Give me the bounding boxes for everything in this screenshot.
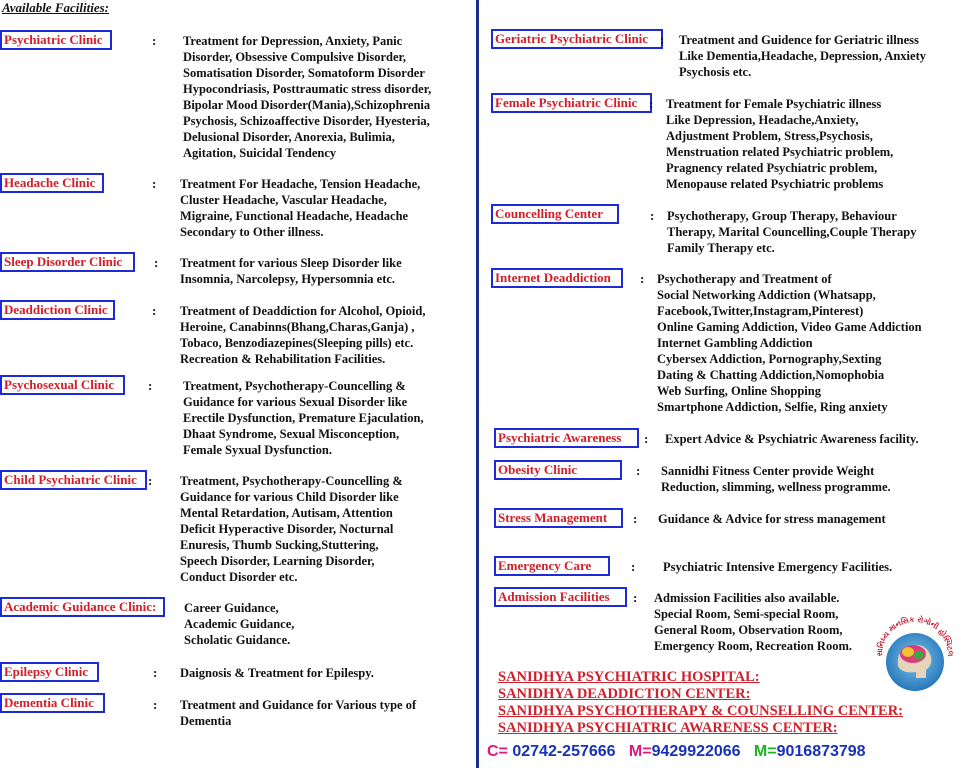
label-emergency-care: Emergency Care (494, 556, 610, 576)
label-deaddiction-clinic: Deaddiction Clinic (0, 300, 115, 320)
column-divider (476, 0, 479, 768)
colon: : (633, 590, 638, 605)
colon: : (649, 96, 654, 111)
desc-academic-guidance-clinic: Career Guidance, Academic Guidance, Scholatic Guidance. (184, 601, 295, 647)
colon: : (148, 378, 153, 393)
colon: : (152, 176, 157, 191)
label-psychiatric-awareness: Psychiatric Awareness (494, 428, 639, 448)
label-female-psychiatric-clinic: Female Psychiatric Clinic (491, 93, 652, 113)
desc-obesity-clinic: Sannidhi Fitness Center provide Weight Reduction, slimming, wellness programme. (661, 464, 891, 494)
logo-caption: સાનિધ્ય માનસિક રોગોની હોસ્પિટલ (874, 614, 956, 657)
label-stress-management: Stress Management (494, 508, 623, 528)
desc-psychiatric-awareness: Expert Advice & Psychiatric Awareness facility. (665, 432, 919, 446)
colon: : (650, 208, 655, 223)
mobile-key: M= (628, 743, 652, 760)
label-academic-guidance-clinic: Academic Guidance Clinic: (0, 597, 165, 617)
label-sleep-disorder-clinic: Sleep Disorder Clinic (0, 252, 135, 272)
label-obesity-clinic: Obesity Clinic (494, 460, 622, 480)
label-child-psychiatric-clinic: Child Psychiatric Clinic (0, 470, 147, 490)
colon: : (153, 697, 158, 712)
colon: : (636, 463, 641, 478)
colon: : (153, 665, 158, 680)
desc-psychosexual-clinic: Treatment, Psychotherapy-Councelling & Guidance for various Sexual Disorder like Erectile Dysfunction, Premature Ejaculation, Dhaat Syndrome, Sexual Misconception, Female Syxual Dysfunction. (183, 379, 424, 457)
desc-dementia-clinic: Treatment and Guidance for Various type of Dementia (180, 698, 417, 728)
desc-emergency-care: Psychiatric Intensive Emergency Facilities. (663, 560, 893, 574)
contact-numbers (487, 743, 866, 761)
desc-geriatric-psychiatric-clinic: Treatment and Guidence for Geriatric illness Like Dementia,Headache, Depression, Anxiety Psychosis etc. (679, 33, 926, 79)
colon: : (152, 303, 157, 318)
desc-sleep-disorder-clinic: Treatment for various Sleep Disorder like Insomnia, Narcolepsy, Hypersomnia etc. (180, 256, 402, 286)
desc-child-psychiatric-clinic: Treatment, Psychotherapy-Councelling & Guidance for various Child Disorder like Mental Retardation, Autisam, Attention Deficit Hyperactive Disorder, Nocturnal Enuresis, Thumb Sucking,Stuttering, Speech Disorder, Learning Disorder, Conduct Disorder etc. (180, 474, 403, 584)
label-psychosexual-clinic: Psychosexual Clinic (0, 375, 125, 395)
colon: : (154, 255, 159, 270)
desc-councelling-center: Psychotherapy, Group Therapy, Behaviour Therapy, Marital Councelling,Couple Therapy Family Therapy etc. (667, 209, 917, 255)
label-councelling-center: Councelling Center (491, 204, 619, 224)
label-dementia-clinic: Dementia Clinic (0, 693, 105, 713)
label-psychiatric-clinic: Psychiatric Clinic (0, 30, 112, 50)
label-internet-deaddiction: Internet Deaddiction (491, 268, 623, 288)
desc-stress-management: Guidance & Advice for stress management (658, 512, 886, 526)
label-admission-facilities: Admission Facilities (494, 587, 627, 607)
footer-line: SANIDHYA PSYCHIATRIC AWARENESS CENTER: (498, 720, 838, 736)
colon: : (148, 473, 153, 488)
desc-internet-deaddiction: Psychotherapy and Treatment of Social Networking Addiction (Whatsapp, Facebook,Twitter,Instagram,Pinterest) Online Gaming Addiction, Video Game Addiction Internet Gambling Addiction Cybersex Addiction, Pornography,Sexting Dating & Chatting Addiction,Nomophobia Web Surfing, Online Shopping Smartphone Addiction, Selfie, Ring anxiety (657, 272, 922, 414)
desc-epilepsy-clinic: Daignosis & Treatment for Epilespy. (180, 666, 374, 680)
desc-admission-facilities: Admission Facilities also available. Special Room, Semi-special Room, General Room, Observation Room, Emergency Room, Recreation Room. (654, 591, 852, 653)
hospital-names (498, 669, 903, 737)
label-headache-clinic: Headache Clinic (0, 173, 104, 193)
desc-deaddiction-clinic: Treatment of Deaddiction for Alcohol, Opioid, Heroine, Canabinns(Bhang,Charas,Ganja) , Tobaco, Benzodiazepines(Sleeping pills) etc. Recreation & Rehabilitation Facilities. (180, 304, 426, 366)
colon: : (152, 33, 157, 48)
colon: : (633, 511, 638, 526)
label-epilepsy-clinic: Epilepsy Clinic (0, 662, 99, 682)
desc-psychiatric-clinic: Treatment for Depression, Anxiety, Panic Disorder, Obsessive Compulsive Disorder, Somatisation Disorder, Somatoform Disorder Hypocondriasis, Posttraumatic stress disorder, Bipolar Mood Disorder(Mania),Schizophrenia Psychosis, Schizoaffective Disorder, Hyesteria, Delusional Disorder, Anorexia, Bulimia, Agitation, Suicidal Tendency (183, 34, 432, 160)
mobile-number-1: 9429922066 (651, 743, 741, 760)
phone-number: 02742-257666 (512, 743, 616, 760)
footer-line: SANIDHYA PSYCHIATRIC HOSPITAL: (498, 669, 760, 685)
desc-female-psychiatric-clinic: Treatment for Female Psychiatric illness Like Depression, Headache,Anxiety, Adjustment Problem, Stress,Psychosis, Menstruation related Psychiatric problem, Pragnency related Psychiatric problem, Menopause related Psychiatric problems (666, 97, 894, 191)
footer-line: SANIDHYA PSYCHOTHERAPY & COUNSELLING CENTER: (498, 703, 903, 719)
colon: : (640, 271, 645, 286)
label-geriatric-psychiatric-clinic: Geriatric Psychiatric Clinic (491, 29, 663, 49)
phone-key: C= (487, 743, 508, 760)
footer-line: SANIDHYA DEADDICTION CENTER: (498, 686, 751, 702)
page-heading: Available Facilities: (2, 0, 109, 15)
mobile-key: M= (753, 743, 777, 760)
desc-headache-clinic: Treatment For Headache, Tension Headache, Cluster Headache, Vascular Headache, Migraine, Functional Headache, Headache Secondary to Other illness. (180, 177, 421, 239)
colon: : (631, 559, 636, 574)
mobile-number-2: 9016873798 (776, 743, 866, 760)
colon: : (644, 431, 649, 446)
colon: : (660, 32, 665, 47)
